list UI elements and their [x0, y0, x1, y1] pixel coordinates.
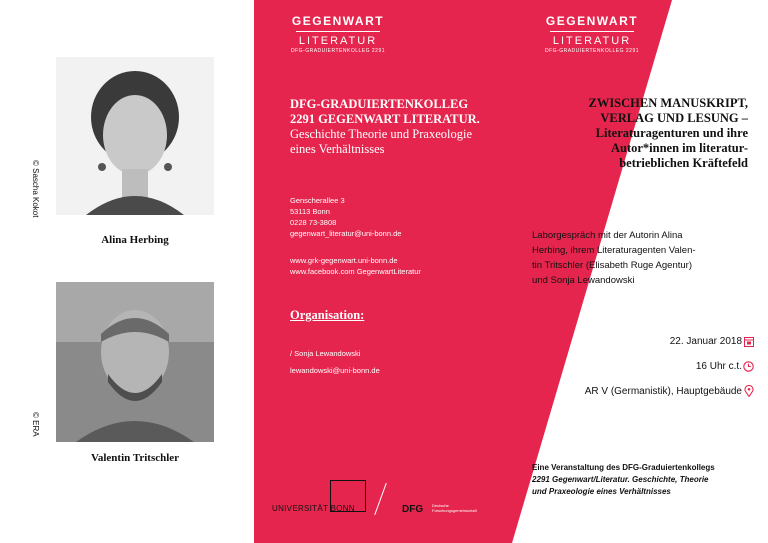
partner-logos [272, 480, 492, 520]
program-title-line-1: DFG-GRADUIERTENKOLLEG [290, 97, 469, 111]
dfg-logo: DFG [402, 504, 424, 515]
right-panel [512, 0, 768, 543]
program-subtitle-line-2: eines Verhältnisses [290, 142, 385, 156]
organisation-block [290, 345, 380, 379]
event-footer [532, 462, 762, 498]
address-phone: 0228 73-3808 [290, 218, 337, 227]
middle-panel [254, 0, 512, 543]
logo-right-line-3: DFG-GRADUIERTENKOLLEG 2291 [544, 48, 640, 54]
event-title-line-2: VERLAG UND LESUNG – [600, 111, 748, 125]
clock-icon [743, 361, 754, 372]
photo-credit-2: © ERA [31, 412, 40, 437]
location-pin-icon [744, 385, 754, 397]
event-place: AR V (Germanistik), Hauptgebäude [584, 386, 742, 397]
event-title [518, 96, 748, 171]
website-link[interactable]: www.grk-gegenwart.uni-bonn.de [290, 256, 398, 265]
address-street: Genscherallee 3 [290, 196, 345, 205]
event-title-line-3: Literaturagenturen und ihre [595, 126, 748, 140]
event-description [532, 228, 760, 288]
address-email[interactable]: gegenwart_literatur@uni-bonn.de [290, 229, 402, 238]
program-title [290, 97, 505, 157]
event-description-line-1: Laborgespräch mit der Autorin Alina [532, 230, 683, 241]
event-footer-line-2: 2291 Gegenwart/Literatur. Geschichte, Theorie [532, 475, 709, 484]
organiser-name: / Sonja Lewandowski [290, 349, 361, 358]
event-date: 22. Januar 2018 [669, 336, 742, 347]
event-footer-line-3: und Praxeologie eines Verhältnisses [532, 487, 671, 496]
event-title-line-1: ZWISCHEN MANUSKRIPT, [588, 96, 748, 110]
program-subtitle-line-1: Geschichte Theorie und Praxeologie [290, 127, 473, 141]
logo-right-line-1: GEGENWART [545, 14, 639, 28]
address-block [290, 195, 401, 239]
event-description-line-3: tin Tritschler (Elisabeth Ruge Agentur) [532, 260, 692, 271]
logo-line-1: GEGENWART [291, 14, 385, 28]
left-panel [0, 0, 254, 543]
gegenwart-literatur-logo-right [544, 14, 640, 54]
logo-line-3: DFG-GRADUIERTENKOLLEG 2291 [290, 48, 386, 54]
event-description-line-2: Herbing, ihrem Literaturagenten Valen- [532, 245, 696, 256]
event-description-line-4: und Sonja Lewandowski [532, 275, 635, 286]
university-bonn-logo: UNIVERSITÄT BONN [272, 504, 355, 513]
person-name-1: Alina Herbing [101, 234, 169, 246]
facebook-link[interactable]: www.facebook.com GegenwartLiteratur [290, 267, 421, 276]
event-time: 16 Uhr c.t. [695, 361, 742, 372]
web-links [290, 255, 421, 277]
person-name-2: Valentin Tritschler [90, 452, 180, 464]
event-footer-line-1: Eine Veranstaltung des DFG-Graduiertenkollegs [532, 463, 715, 472]
portrait-photo-alina-herbing [56, 57, 214, 215]
organisation-heading: Organisation: [290, 308, 365, 322]
dfg-logo-text: Deutsche Forschungsgemeinschaft [432, 503, 477, 513]
photo-credit-1: © Sascha Kokot [31, 160, 40, 218]
address-city: 53113 Bonn [290, 207, 330, 216]
program-title-line-2: 2291 GEGENWART LITERATUR. [290, 112, 480, 126]
slash-divider [374, 483, 387, 515]
gegenwart-literatur-logo [290, 14, 386, 54]
calendar-icon [744, 336, 754, 347]
event-title-line-4: Autor*innen im literatur- [610, 141, 748, 155]
portrait-photo-valentin-tritschler [56, 282, 214, 442]
logo-right-line-2: LITERATUR [552, 35, 632, 47]
logo-line-2: LITERATUR [298, 35, 378, 47]
event-title-line-5: betrieblichen Kräftefeld [619, 156, 748, 170]
organiser-email[interactable]: lewandowski@uni-bonn.de [290, 366, 380, 375]
